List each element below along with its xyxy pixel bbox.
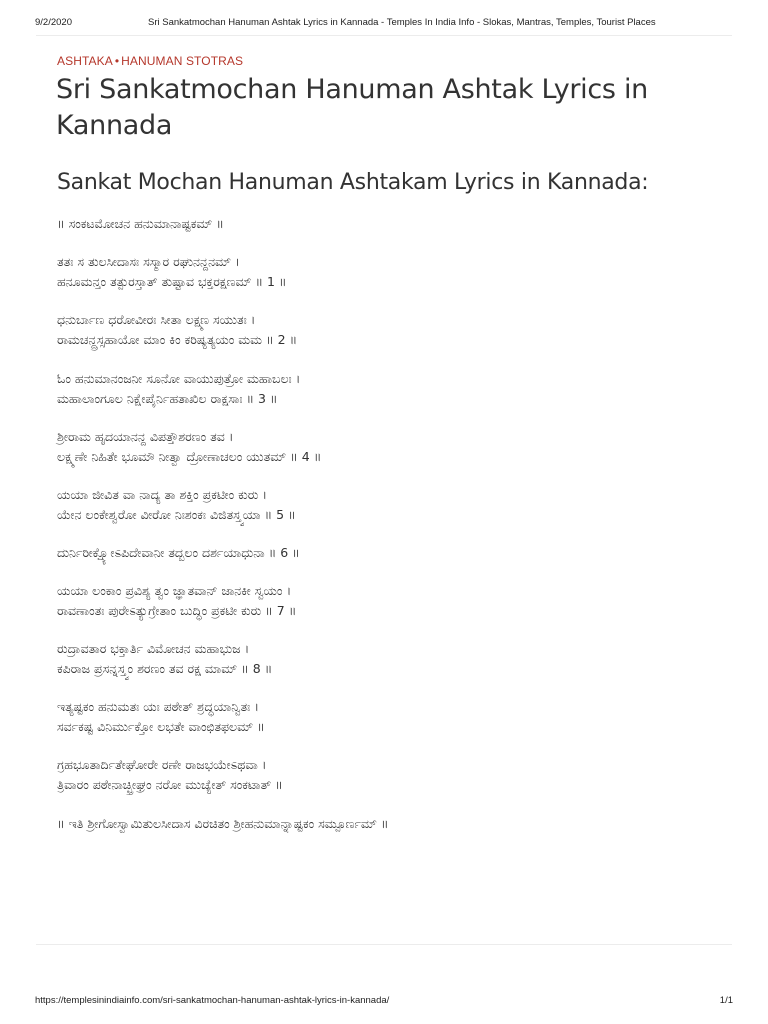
verse-line: ರುದ್ರಾವತಾರ ಭಕ್ತಾರ್ತಿ ವಿಮೋಚನ ಮಹಾಭುಜ । — [57, 641, 250, 656]
print-date: 9/2/2020 — [35, 17, 72, 28]
verse-line: ರಾಮಚನ್ದ್ರಸ್ಸಹಾಯೋ ಮಾಂ ಕಿಂ ಕರಿಷ್ಯತ್ಯಯಂ ಮಮ ॥ 2 ॥ — [57, 332, 298, 347]
verse-line: ಯಯಾ ಜೀವಿತ ವಾ ನಾದ್ಯ ತಾ ಶಕ್ತಿಂ ಪ್ರಕಟೀಂ ಕುರು । — [57, 487, 268, 502]
verse-colophon — [57, 814, 717, 834]
verse-line: ಧನುರ್ಬಾಣ ಧರೋವೀರಃ ಸೀತಾ ಲಕ್ಷ್ಮಣ ಸಯುತಃ । — [57, 312, 256, 327]
print-document-title: Sri Sankatmochan Hanuman Ashtak Lyrics in Kannada - Temples In India Info - Slokas, Mantras, Temples, Tourist Places — [148, 17, 656, 28]
verse-line: ದುರ್ನಿರೀಕ್ಷ್ಯೋಽಪಿದೇವಾನೀ ತದ್ಬಲಂ ದರ್ಶಯಾಧುನಾ ॥ 6 ॥ — [57, 545, 300, 560]
category-separator: • — [114, 54, 120, 68]
post-title: Sri Sankatmochan Hanuman Ashtak Lyrics in Kannada — [56, 74, 648, 141]
verse-line: ಗ್ರಹಭೂತಾರ್ದಿತೇಘೋರೇ ರಣೇ ರಾಜಭಯೇಽಥವಾ । — [57, 757, 267, 772]
print-footer — [35, 995, 733, 1007]
verse-2 — [57, 310, 717, 350]
verse-7 — [57, 581, 717, 621]
verse-line: ಇತ್ಯಷ್ಟಕಂ ಹನುಮತಃ ಯಃ ಪಠೇತ್ ಶ್ರದ್ಧಯಾನ್ವಿತಃ । — [57, 699, 259, 714]
verse-8 — [57, 639, 717, 679]
category-link-hanuman-stotras[interactable]: HANUMAN STOTRAS — [121, 54, 244, 68]
verse-4 — [57, 427, 717, 467]
top-divider — [36, 35, 732, 36]
verse-1 — [57, 252, 717, 292]
verse-line: ॥ ಸಂಕಟಮೋಚನ ಹನುಮಾನಾಷ್ಟಕಮ್ ॥ — [57, 216, 224, 231]
verse-line: ಶ್ರೀರಾಮ ಹೃದಯಾನನ್ದ ವಿಪತ್ತೌಶರಣಂ ತವ । — [57, 429, 234, 444]
verse-line: ರಾವಣಾಂತಃ ಪುರೇಽತ್ಯುಗ್ರೇತಾಂ ಬುದ್ಧಿಂ ಪ್ರಕಟೀ ಕುರು ॥ 7 ॥ — [57, 603, 297, 618]
verse-line: ತತಃ ಸ ತುಲಸೀದಾಸಃ ಸಸ್ಮಾರ ರಘುನನ್ದನಮ್ । — [57, 254, 240, 269]
print-page-number: 1/1 — [719, 995, 733, 1006]
verse-line: ॥ ಇತಿ ಶ್ರೀಗೋಸ್ವಾಮಿತುಲಸೀದಾಸ ವಿರಚಿತಂ ಶ್ರೀಹನುಮಾನ್ನಾಷ್ಟಕಂ ಸಮ್ಪೂರ್ಣಮ್ ॥ — [57, 816, 389, 831]
bottom-divider — [36, 944, 732, 945]
verse-line: ಲಕ್ಷ್ಮಣೇ ನಿಹಿತೇ ಭೂಮೌ ನೀತ್ವಾ ದ್ರೋಣಾಚಲಂ ಯುತಮ್ ॥ 4 ॥ — [57, 449, 322, 464]
verse-line: ಹನೂಮನ್ತಂ ತತ್ಪುರಸ್ತಾತ್ ತುಷ್ಟಾವ ಭಕ್ತರಕ್ಷಣಮ್ ॥ 1 ॥ — [57, 274, 287, 289]
verse-line: ಯೇನ ಲಂಕೇಶ್ವರೋ ವೀರೋ ನಿಃಶಂಕಃ ವಿಜಿತಸ್ತ್ವಯಾ ॥ 5 ॥ — [57, 507, 296, 522]
verse-line: ಕಪಿರಾಜ ಪ್ರಸನ್ನಸ್ತ್ವಂ ಶರಣಂ ತವ ರಕ್ಷ ಮಾಮ್ ॥ 8 ॥ — [57, 661, 273, 676]
verse-line: ಯಯಾ ಲಂಕಾಂ ಪ್ರವಿಶ್ಯ ತ್ವಂ ಜ್ಞಾತವಾನ್ ಜಾನಕೀ ಸ್ವಯಂ । — [57, 583, 292, 598]
verse-3 — [57, 369, 717, 409]
verse-line: ಓಂ ಹನುಮಾನಂಜನೀ ಸೂನೋ ವಾಯುಪುತ್ರೋ ಮಹಾಬಲಃ । — [57, 371, 301, 386]
verse-phala-1 — [57, 697, 717, 737]
verse-title — [57, 214, 717, 234]
print-header — [35, 17, 733, 29]
verse-line: ಮಹಾಲಾಂಗೂಲ ನಿಕ್ಷೇಪೈರ್ನಿಹತಾಖಿಲ ರಾಕ್ಷಸಾಃ ॥ 3 ॥ — [57, 391, 278, 406]
verse-phala-2 — [57, 755, 717, 795]
verse-6 — [57, 543, 717, 563]
post-categories — [57, 54, 243, 68]
category-link-ashtaka[interactable]: ASHTAKA — [57, 54, 113, 68]
verse-line: ತ್ರಿವಾರಂ ಪಠೇನಾಚ್ಛ್ರೀಘ್ರಂ ನರೋ ಮುಚ್ಯೇತ್ ಸಂಕಟಾತ್ ॥ — [57, 777, 283, 792]
print-url: https://templesinindiainfo.com/sri-sankatmochan-hanuman-ashtak-lyrics-in-kannada/ — [35, 995, 390, 1006]
verse-5 — [57, 485, 717, 525]
section-heading: Sankat Mochan Hanuman Ashtakam Lyrics in Kannada: — [57, 170, 649, 195]
verse-line: ಸರ್ವಕಷ್ಟ ವಿನಿರ್ಮುಕ್ತೋ ಲಭತೇ ವಾಂಛಿತಫಲಮ್ ॥ — [57, 719, 265, 734]
